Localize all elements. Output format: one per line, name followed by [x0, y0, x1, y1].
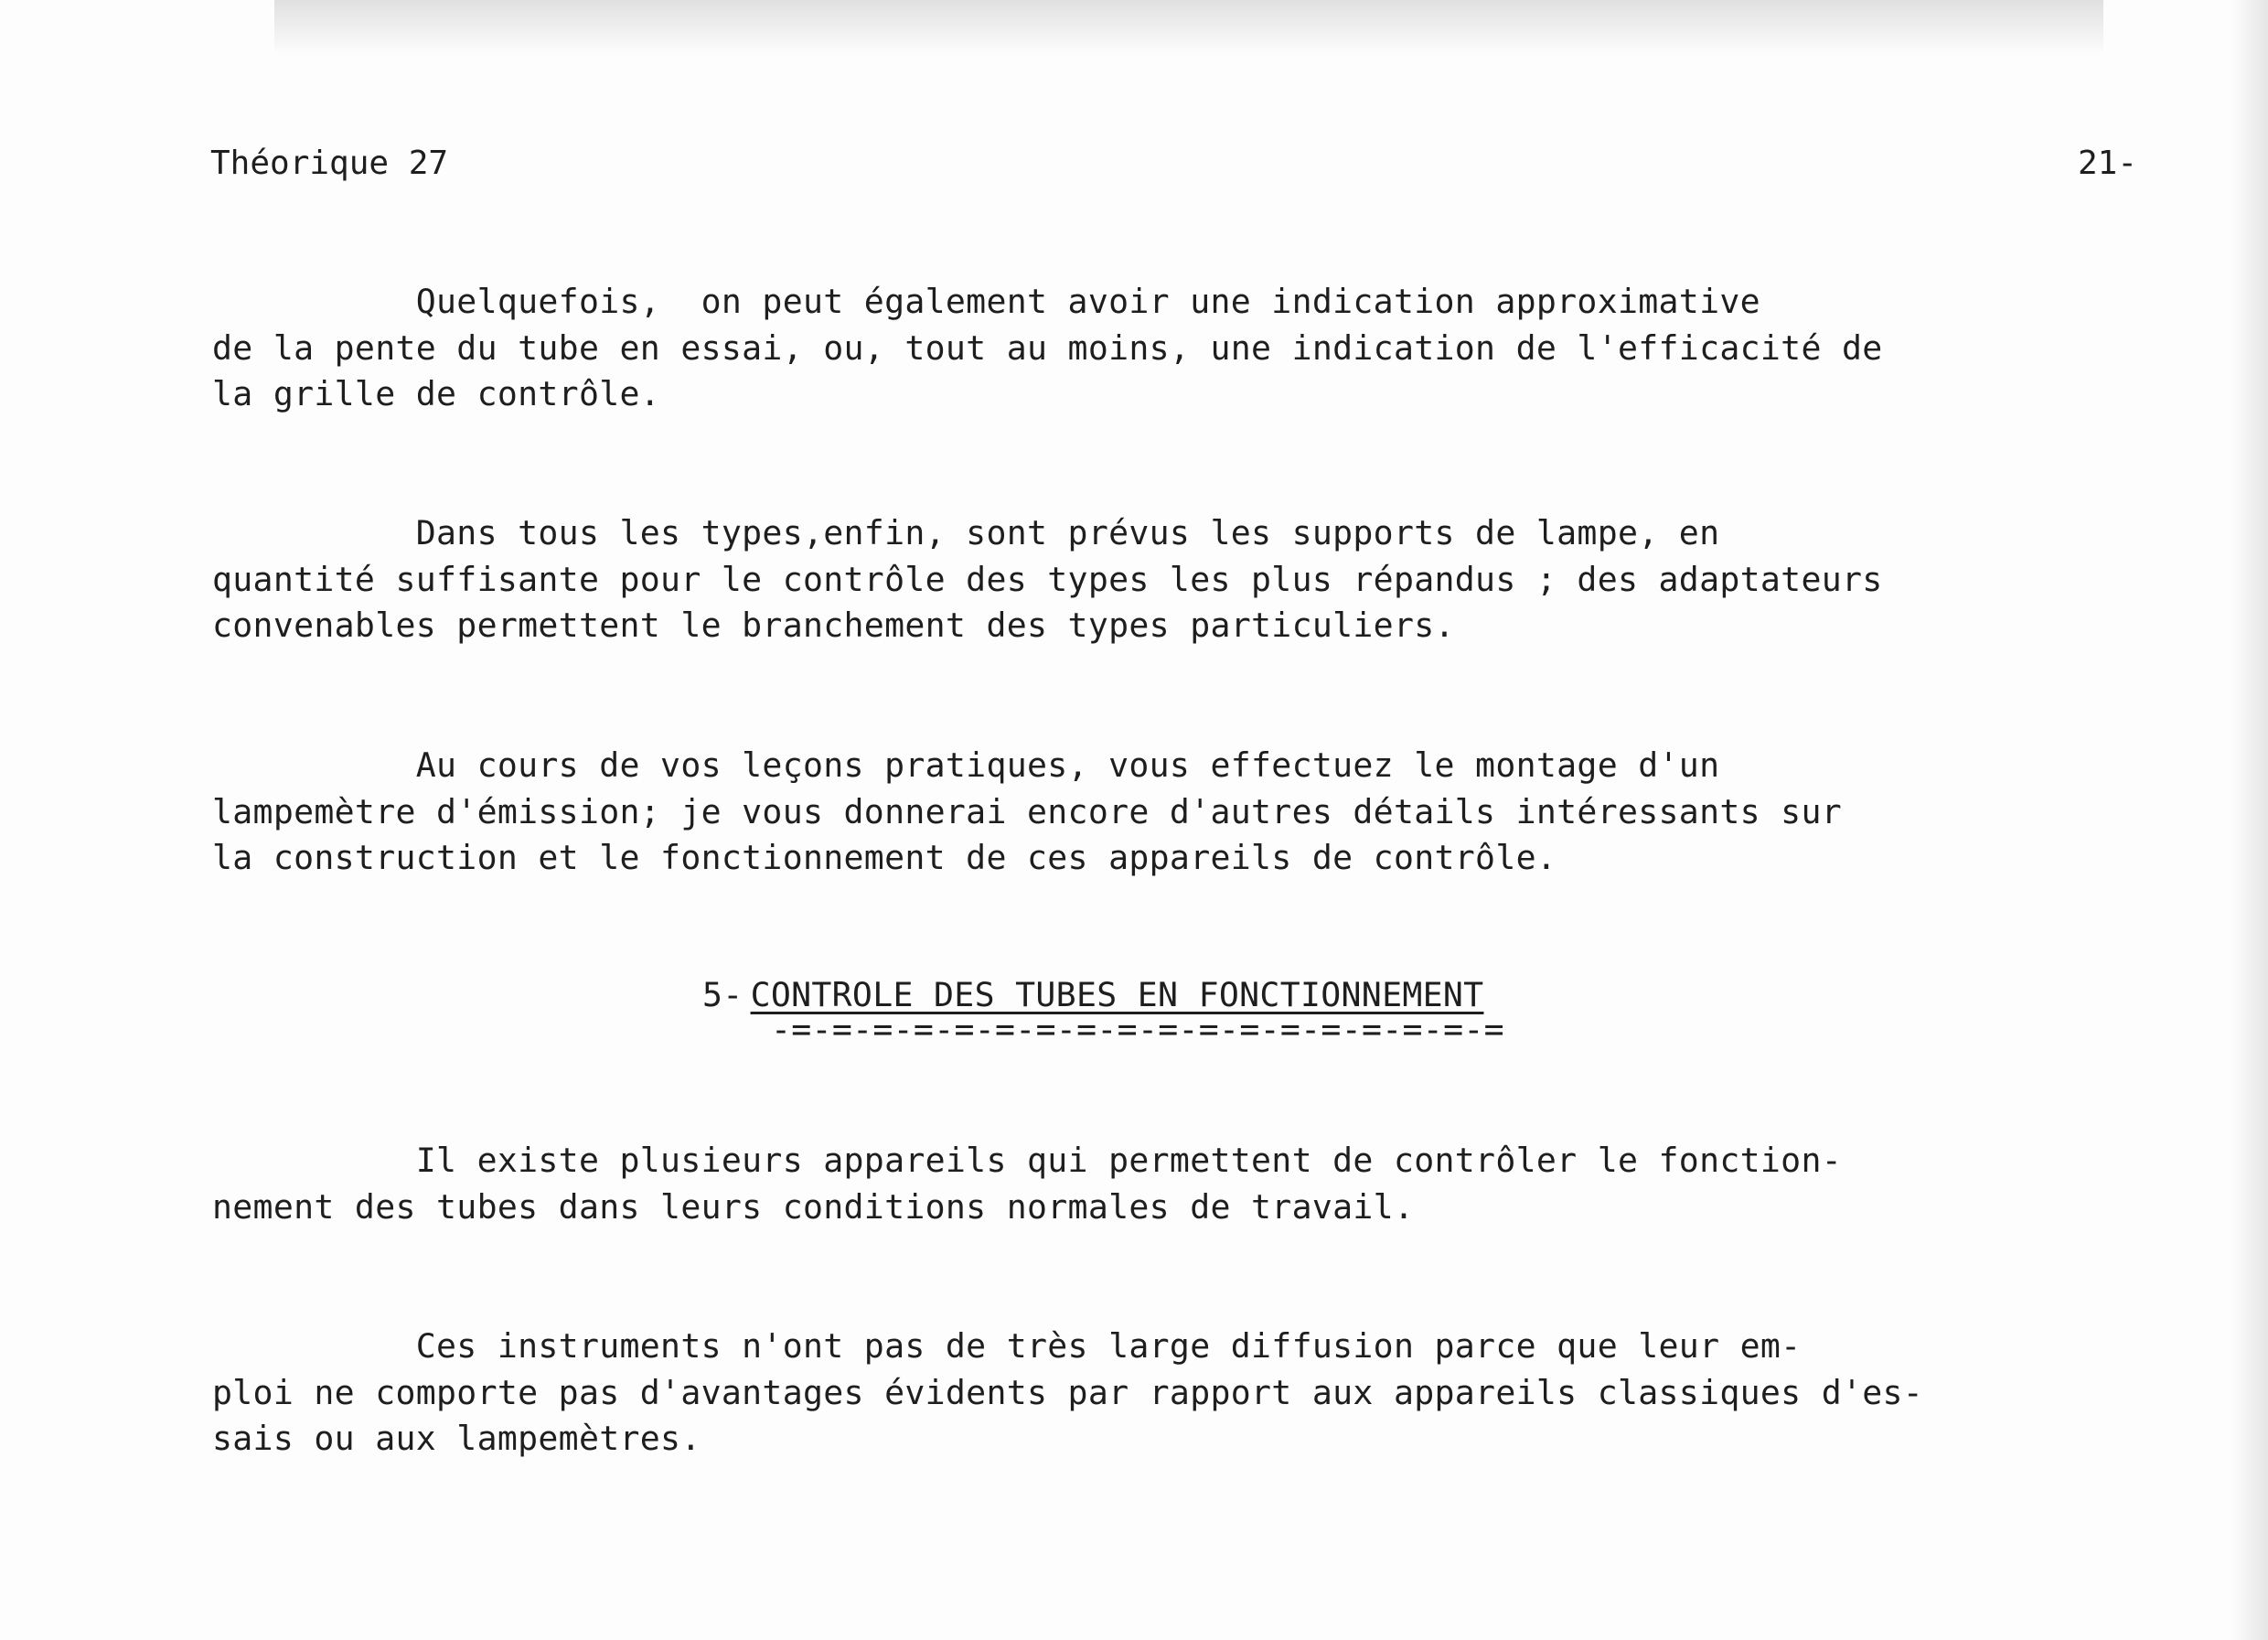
text-line: ploi ne comporte pas d'avantages évidents par rapport aux appareils classiques d'es- — [212, 1372, 1924, 1412]
text-line: Il existe plusieurs appareils qui permettent de contrôler le fonction- — [212, 1141, 1842, 1180]
text-line: Ces instruments n'ont pas de très large diffusion parce que leur em- — [212, 1326, 1802, 1366]
scan-shadow-top — [274, 0, 2103, 55]
running-header: Théorique 27 — [210, 145, 449, 182]
text-line: de la pente du tube en essai, ou, tout au moins, une indication de l'efficacité de — [212, 327, 1883, 368]
text-line: Dans tous les types,enfin, sont prévus les supports de lampe, en — [212, 513, 1720, 552]
text-line: quantité suffisante pour le contrôle des types les plus répandus ; des adaptateurs — [212, 559, 1883, 599]
paragraph-4 — [212, 1138, 2151, 1230]
section-title: CONTROLE DES TUBES EN FONCTIONNEMENT — [750, 975, 1484, 1014]
paragraph-5 — [212, 1324, 2151, 1463]
section-heading-rule: -=-=-=-=-=-=-=-=-=-=-=-=-=-=-=-=-=-= — [771, 1010, 1504, 1049]
text-line: convenables permettent le branchement des types particuliers. — [212, 606, 1455, 645]
text-line: Quelquefois, on peut également avoir une indication approximative — [212, 282, 1760, 321]
text-line: la construction et le fonctionnement de ces appareils de contrôle. — [212, 838, 1557, 877]
paragraph-2 — [212, 510, 2151, 649]
section-heading — [702, 975, 1483, 1014]
scan-shadow-right — [2231, 0, 2268, 1640]
text-line: la grille de contrôle. — [212, 374, 661, 413]
page-number: 21- — [2078, 145, 2138, 182]
text-line: Au cours de vos leçons pratiques, vous effectuez le montage d'un — [212, 745, 1720, 785]
text-line: sais ou aux lampemètres. — [212, 1419, 701, 1458]
text-line: nement des tubes dans leurs conditions normales de travail. — [212, 1186, 1415, 1227]
text-line: lampemètre d'émission; je vous donnerai encore d'autres détails intéressants sur — [212, 791, 1842, 831]
paragraph-1 — [212, 279, 2151, 418]
paragraph-3 — [212, 743, 2151, 882]
section-number: 5- — [702, 975, 744, 1014]
